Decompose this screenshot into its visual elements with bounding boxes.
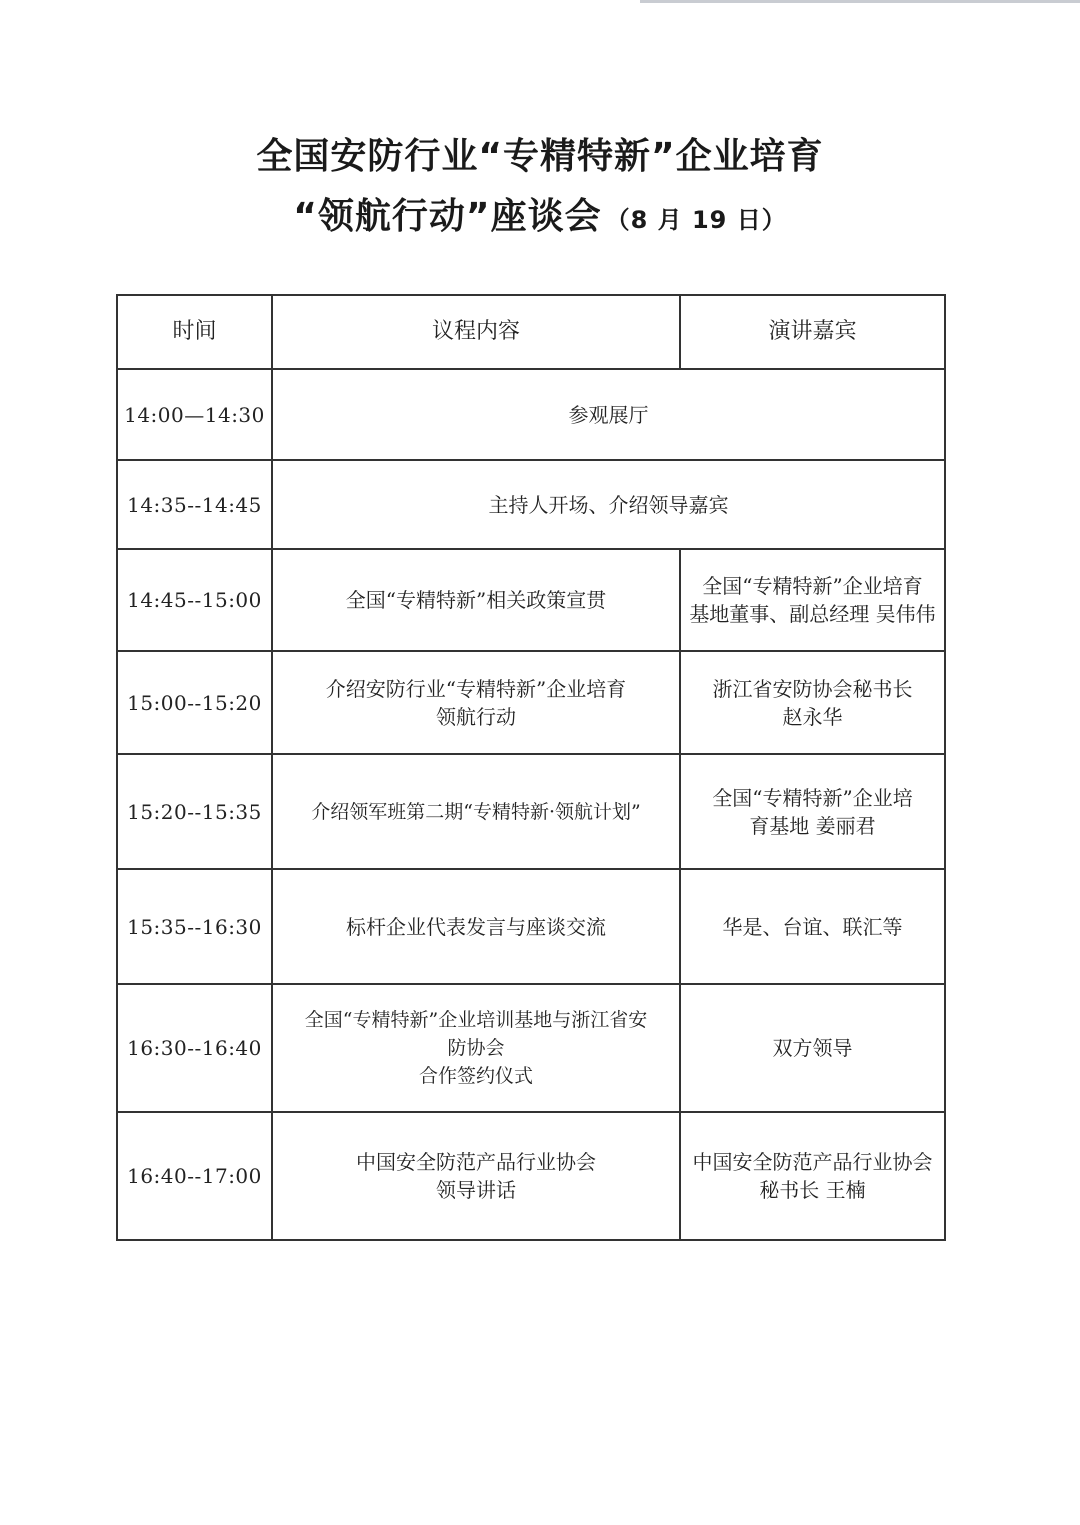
table-row: [117, 369, 945, 460]
content-line: 合作签约仪式: [418, 1065, 533, 1087]
table-header-row: [117, 295, 945, 369]
time-cell: 16:40--17:00: [117, 1112, 272, 1240]
speaker-line: 赵永华: [782, 704, 843, 729]
page-title-line2-text: “领航行动”座谈会: [293, 196, 602, 237]
speaker-line: 秘书长 王楠: [759, 1178, 866, 1202]
speaker-line: 浙江省安防协会秘书长: [712, 676, 913, 701]
content-cell: [272, 549, 680, 651]
content-cell: [272, 754, 680, 869]
speaker-cell: [680, 549, 945, 651]
table-row: [117, 460, 945, 549]
time-cell: 15:00--15:20: [117, 651, 272, 754]
speaker-line: 华是、台谊、联汇等: [722, 914, 903, 939]
content-line: 介绍领军班第二期“专精特新·领航计划”: [311, 800, 641, 823]
content-cell: [272, 1112, 680, 1240]
time-cell: 14:00—14:30: [117, 369, 272, 460]
agenda-table: [116, 294, 946, 1241]
speaker-line: 全国“专精特新”企业培: [712, 785, 913, 810]
content-line: 介绍安防行业“专精特新”企业培育: [325, 676, 627, 701]
time-cell: 14:45--15:00: [117, 549, 272, 651]
content-cell: [272, 869, 680, 984]
time-cell: 15:35--16:30: [117, 869, 272, 984]
content-cell: [272, 984, 680, 1112]
column-header-speaker: 演讲嘉宾: [680, 295, 945, 369]
content-line: 全国“专精特新”企业培训基地与浙江省安: [304, 1009, 648, 1031]
column-header-time: 时间: [117, 295, 272, 369]
speaker-line: 全国“专精特新”企业培育: [702, 574, 923, 598]
content-line: 参观展厅: [568, 402, 649, 427]
content-line: 领航行动: [436, 704, 516, 729]
table-row: [117, 984, 945, 1112]
content-line: 防协会: [447, 1037, 505, 1059]
table-row: [117, 1112, 945, 1240]
speaker-line: 双方领导: [772, 1036, 853, 1060]
speaker-line: 中国安全防范产品行业协会: [692, 1150, 933, 1174]
speaker-cell: [680, 984, 945, 1112]
meeting-date: （8 月 19 日）: [605, 206, 787, 234]
table-row: [117, 869, 945, 984]
page-title-line1: 全国安防行业“专精特新”企业培育: [256, 136, 824, 177]
content-cell: [272, 651, 680, 754]
content-line: 中国安全防范产品行业协会: [356, 1150, 596, 1174]
speaker-cell: [680, 1112, 945, 1240]
content-line: 全国“专精特新”相关政策宣贯: [345, 588, 607, 612]
time-cell: 14:35--14:45: [117, 460, 272, 549]
speaker-cell: [680, 754, 945, 869]
content-line: 标杆企业代表发言与座谈交流: [346, 914, 606, 939]
speaker-line: 育基地 姜丽君: [749, 813, 876, 838]
speaker-cell: [680, 869, 945, 984]
scan-edge-mark: [640, 0, 1080, 3]
time-cell: 15:20--15:35: [117, 754, 272, 869]
table-row: [117, 754, 945, 869]
page-title-line2: [0, 188, 1080, 239]
content-line: 主持人开场、介绍领导嘉宾: [488, 492, 729, 517]
speaker-line: 基地董事、副总经理 吴伟伟: [689, 602, 936, 626]
table-row: [117, 549, 945, 651]
content-cell: [272, 369, 945, 460]
speaker-cell: [680, 651, 945, 754]
column-header-content: 议程内容: [272, 295, 680, 369]
time-cell: 16:30--16:40: [117, 984, 272, 1112]
content-cell: [272, 460, 945, 549]
content-line: 领导讲话: [436, 1178, 516, 1202]
table-row: [117, 651, 945, 754]
